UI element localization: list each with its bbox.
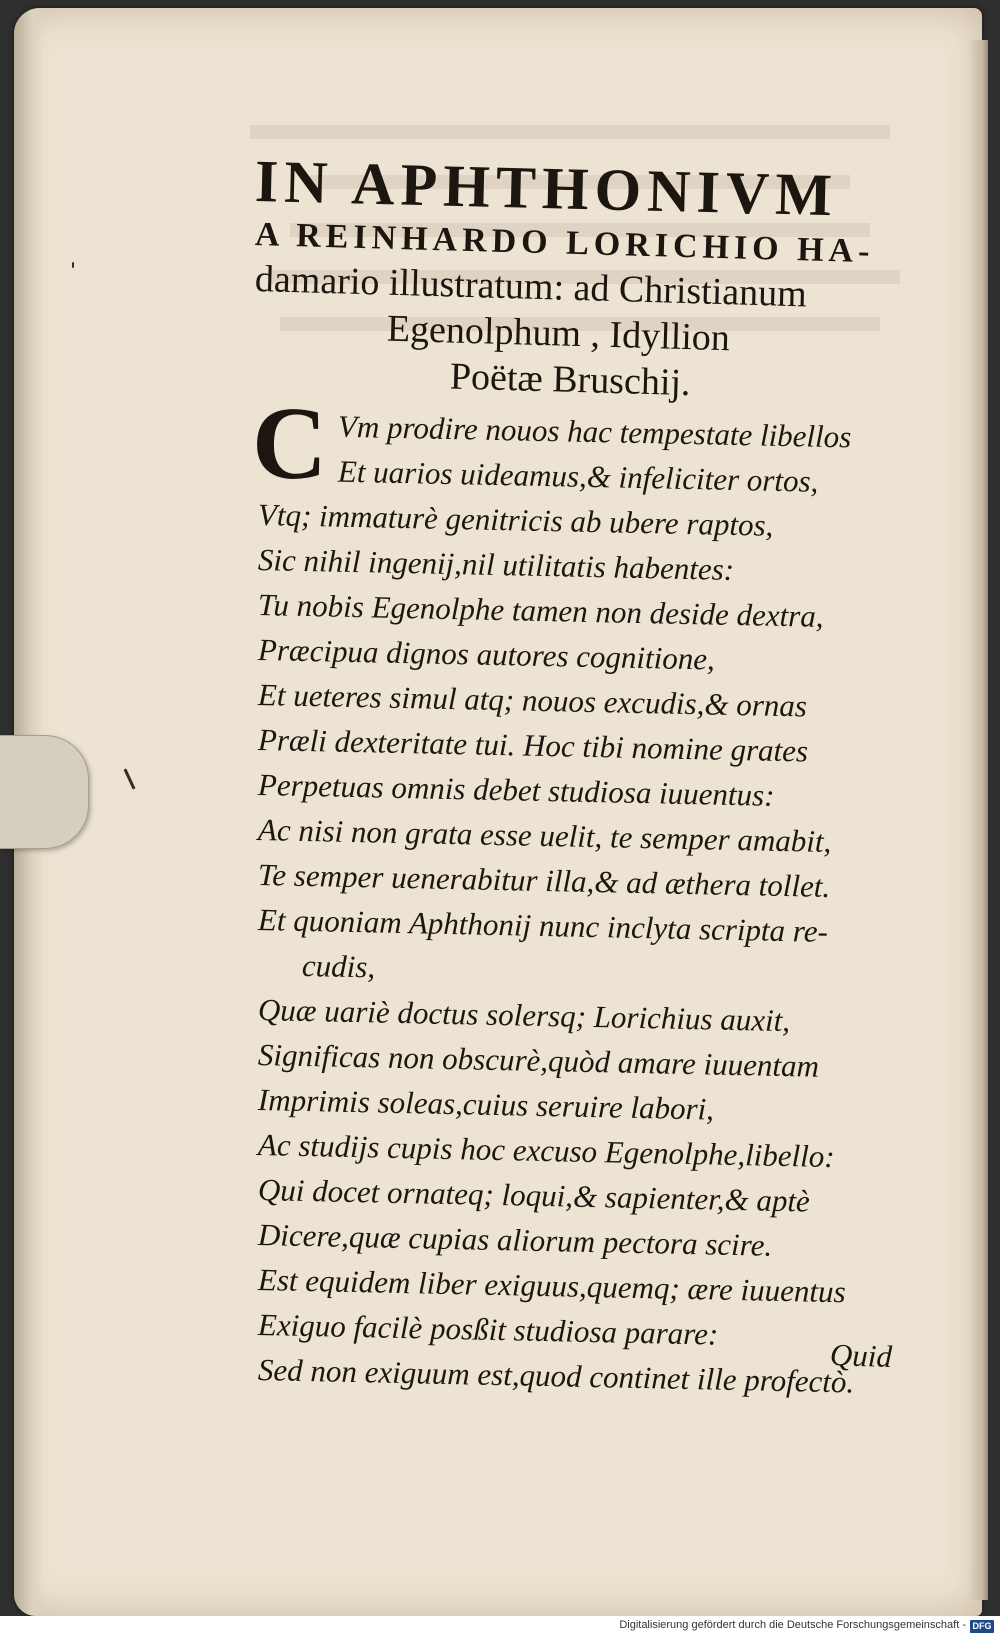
poem-line: Sed non exiguum est,quod continet ille profectò. [257, 1352, 855, 1400]
poem-line: Vtq; immaturè genitricis ab ubere raptos, [257, 497, 774, 543]
poem-line: Et uarios uideamus,& infeliciter ortos, [337, 453, 819, 499]
footer-bar [0, 1616, 1000, 1638]
poem-line: Dicere,quæ cupias aliorum pectora scire. [257, 1217, 773, 1263]
poem-line: Et quoniam Aphthonij nunc inclyta scripta re- [257, 902, 829, 949]
title-line-1: IN APHTHONIVM [254, 148, 839, 229]
dfg-logo-icon: DFG [970, 1620, 994, 1633]
poem-line: Imprimis soleas,cuius seruire labori, [257, 1082, 715, 1127]
poem-line: Præli dexteritate tui. Hoc tibi nomine grates [257, 722, 809, 769]
poem-line: Significas non obscurè,quòd amare iuuentam [257, 1037, 820, 1084]
title-line-2: A REINHARDO LORICHIO HA- [254, 216, 875, 271]
poem-line: Sic nihil ingenij,nil utilitatis habentes: [257, 542, 735, 587]
poem-line: Et ueteres simul atq; nouos excudis,& ornas [257, 677, 808, 724]
catchword: Quid [829, 1336, 893, 1375]
poem-line: Vm prodire nouos hac tempestate libellos [337, 408, 852, 455]
book-clip-tab [0, 735, 89, 849]
poem-line: Tu nobis Egenolphe tamen non deside dextra, [257, 587, 824, 634]
poem-line: Ac nisi non grata esse uelit, te semper amabit, [257, 812, 832, 860]
poem-line-runover: cudis, [301, 947, 376, 985]
poem-line: Exiguo facilè posßit studiosa parare: [257, 1307, 719, 1352]
title-line-3: damario illustratum: ad Christianum [254, 258, 808, 316]
title-block [254, 148, 935, 405]
poem-line: Quæ uariè doctus solersq; Lorichius auxit, [257, 992, 791, 1039]
poem-line: Ac studijs cupis hoc excuso Egenolphe,libello: [257, 1127, 836, 1175]
poem-body [252, 386, 908, 1400]
poem-line: Te semper uenerabitur illa,& ad æthera tollet. [257, 857, 831, 904]
poem-line: Perpetuas omnis debet studiosa iuuentus: [257, 767, 775, 813]
funding-credit: Digitalisierung gefördert durch die Deutsche Forschungsgemeinschaft - [619, 1619, 966, 1631]
title-line-5: Poëtæ Bruschij. [449, 355, 692, 405]
page-fore-edge [968, 40, 988, 1600]
title-line-4: Egenolphum , Idyllion [386, 307, 731, 360]
ink-speck [72, 262, 74, 268]
drop-cap: C [252, 386, 328, 501]
poem-line: Est equidem liber exiguus,quemq; ære iuuentus [257, 1262, 846, 1310]
poem-line: Præcipua dignos autores cognitione, [257, 632, 716, 677]
poem-line: Qui docet ornateq; loqui,& sapienter,& aptè [257, 1172, 811, 1219]
